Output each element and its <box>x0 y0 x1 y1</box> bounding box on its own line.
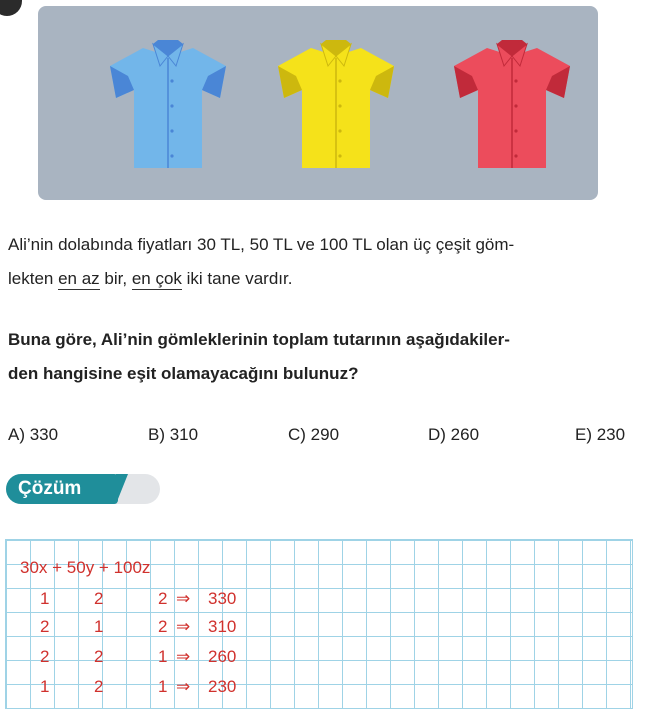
option-e[interactable]: E) 230 <box>575 425 626 444</box>
solution-row <box>20 589 320 613</box>
total-value: 310 <box>208 617 237 636</box>
option-b[interactable]: B) 310 <box>148 425 199 444</box>
corner-marker <box>0 0 22 16</box>
text-segment: iki tane vardır. <box>181 269 293 288</box>
z-value: 2 <box>158 617 168 636</box>
text-segment: bir, <box>99 269 132 288</box>
implies-icon: ⇒ <box>176 617 191 636</box>
x-value: 1 <box>40 677 50 696</box>
x-value: 1 <box>40 589 50 608</box>
shirt-illustration-panel <box>38 6 598 200</box>
option-a[interactable]: A) 330 <box>8 425 59 444</box>
y-value: 2 <box>94 589 104 608</box>
question-line-1: Buna göre, Ali’nin gömleklerinin toplam tutarının aşağıdakiler- <box>8 330 510 349</box>
shirt-icon <box>266 36 406 176</box>
solution-label: Çözüm <box>6 474 118 504</box>
implies-icon: ⇒ <box>176 647 191 666</box>
solution-equation: 30x + 50y + 100z <box>20 558 151 577</box>
question-line-2: den hangisine eşit olamayacağını bulunuz? <box>8 364 359 383</box>
implies-icon: ⇒ <box>176 589 191 608</box>
x-value: 2 <box>40 617 50 636</box>
total-value: 230 <box>208 677 237 696</box>
total-value: 260 <box>208 647 237 666</box>
problem-text-line-1: Ali’nin dolabında fiyatları 30 TL, 50 TL ve 100 TL olan üç çeşit göm- <box>8 235 515 254</box>
problem-text-line-2 <box>8 266 292 292</box>
y-value: 2 <box>94 647 104 666</box>
z-value: 2 <box>158 589 168 608</box>
implies-icon: ⇒ <box>176 677 191 696</box>
shirt-icon <box>98 36 238 176</box>
total-value: 330 <box>208 589 237 608</box>
underlined-phrase: en az <box>58 269 100 288</box>
solution-row <box>20 617 320 641</box>
solution-row <box>20 677 320 701</box>
underlined-phrase: en çok <box>131 269 182 288</box>
z-value: 1 <box>158 677 168 696</box>
option-c[interactable]: C) 290 <box>288 425 340 444</box>
x-value: 2 <box>40 647 50 666</box>
solution-row <box>20 647 320 671</box>
option-d[interactable]: D) 260 <box>428 425 480 444</box>
text-segment: lekten <box>8 269 59 288</box>
y-value: 1 <box>94 617 104 636</box>
z-value: 1 <box>158 647 168 666</box>
y-value: 2 <box>94 677 104 696</box>
shirt-icon <box>442 36 582 176</box>
